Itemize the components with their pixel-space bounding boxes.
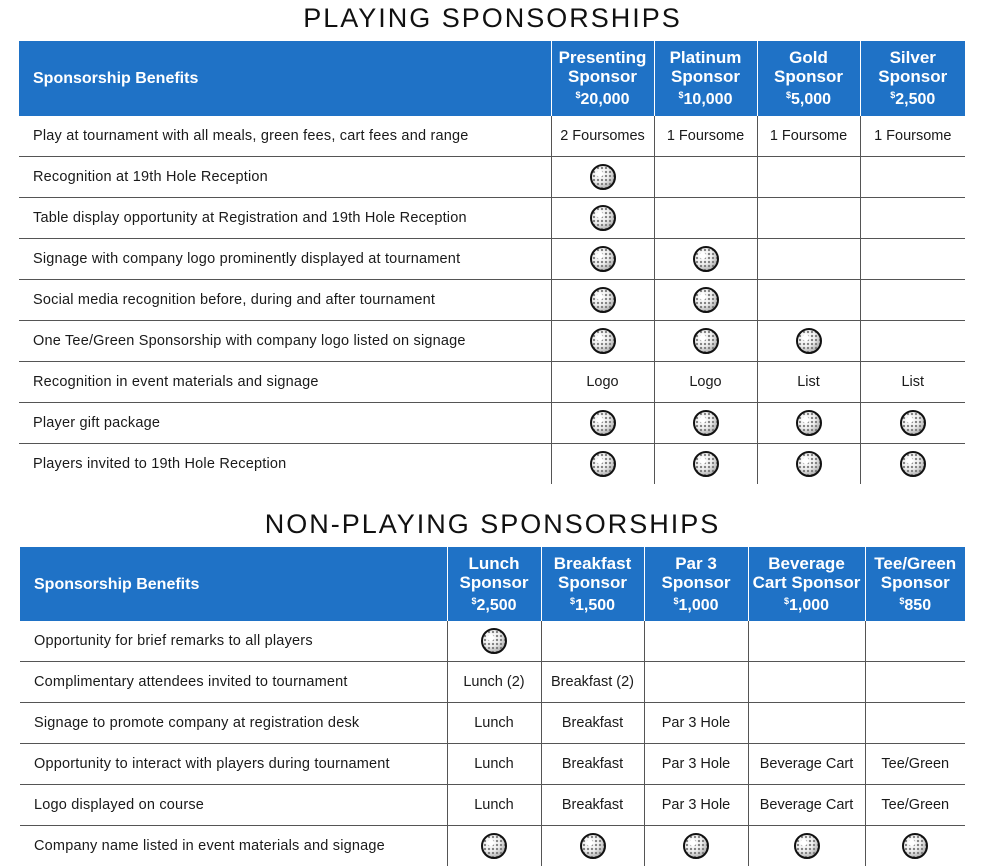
benefit-label: Opportunity to interact with players during tournament <box>20 744 447 785</box>
benefit-cell <box>757 280 860 321</box>
benefit-cell <box>757 321 860 362</box>
golf-ball-icon <box>693 246 719 272</box>
tier-name-line1: Presenting <box>552 48 654 67</box>
benefit-cell <box>447 703 541 744</box>
table-row <box>19 444 965 485</box>
benefit-cell <box>551 403 654 444</box>
benefit-cell <box>654 362 757 403</box>
table-row <box>20 785 965 826</box>
benefit-cell <box>860 321 965 362</box>
benefit-cell <box>748 785 865 826</box>
tier-price <box>552 86 654 109</box>
tier-header-2 <box>644 547 748 621</box>
cell-text: List <box>797 374 820 390</box>
golf-ball-icon <box>794 833 820 859</box>
price-amount: 1,000 <box>789 597 829 614</box>
benefit-cell <box>748 703 865 744</box>
currency-symbol: $ <box>899 596 904 606</box>
tier-name-line1: Tee/Green <box>866 554 966 573</box>
benefit-cell <box>757 239 860 280</box>
tier-name-line2: Sponsor <box>542 573 644 592</box>
tier-name-line1: Beverage <box>749 554 865 573</box>
golf-ball-icon <box>693 451 719 477</box>
benefit-label: Play at tournament with all meals, green fees, cart fees and range <box>19 116 551 157</box>
benefit-cell <box>865 826 965 866</box>
cell-text: 1 Foursome <box>667 128 744 144</box>
benefit-cell <box>447 744 541 785</box>
golf-ball-icon <box>590 246 616 272</box>
benefit-cell <box>551 157 654 198</box>
benefit-label: Signage to promote company at registration desk <box>20 703 447 744</box>
cell-text: Lunch (2) <box>463 674 524 690</box>
golf-ball-icon <box>590 451 616 477</box>
golf-ball-icon <box>590 287 616 313</box>
price-amount: 10,000 <box>684 91 733 108</box>
benefit-cell <box>654 444 757 485</box>
benefit-label: One Tee/Green Sponsorship with company logo listed on signage <box>19 321 551 362</box>
benefit-cell <box>551 198 654 239</box>
benefit-label: Recognition in event materials and signage <box>19 362 551 403</box>
non-playing-title: NON-PLAYING SPONSORSHIPS <box>0 509 985 540</box>
cell-text: Tee/Green <box>881 756 949 772</box>
golf-ball-icon <box>590 205 616 231</box>
playing-header-row <box>19 41 965 116</box>
benefit-label: Table display opportunity at Registration and 19th Hole Reception <box>19 198 551 239</box>
price-amount: 20,000 <box>581 91 630 108</box>
benefit-cell <box>860 116 965 157</box>
non-playing-header-row <box>20 547 965 621</box>
benefit-cell <box>860 198 965 239</box>
currency-symbol: $ <box>784 596 789 606</box>
cell-text: 1 Foursome <box>874 128 951 144</box>
price-amount: 5,000 <box>791 91 831 108</box>
table-row <box>20 662 965 703</box>
cell-text: List <box>901 374 924 390</box>
currency-symbol: $ <box>679 90 684 100</box>
golf-ball-icon <box>693 287 719 313</box>
golf-ball-icon <box>590 328 616 354</box>
non-playing-sponsorships-table <box>20 547 965 866</box>
benefit-cell <box>644 744 748 785</box>
benefit-cell <box>865 744 965 785</box>
tier-name-line1: Gold <box>758 48 860 67</box>
benefit-cell <box>865 785 965 826</box>
benefit-cell <box>541 703 644 744</box>
golf-ball-icon <box>590 164 616 190</box>
benefit-cell <box>748 662 865 703</box>
playing-sponsorships-table <box>19 41 965 484</box>
tier-name-line2: Sponsor <box>552 67 654 86</box>
benefit-label: Company name listed in event materials and signage <box>20 826 447 866</box>
benefit-cell <box>860 280 965 321</box>
golf-ball-icon <box>796 451 822 477</box>
tier-price <box>448 592 541 615</box>
benefit-cell <box>860 403 965 444</box>
table-row <box>19 362 965 403</box>
cell-text: Lunch <box>474 756 514 772</box>
cell-text: Par 3 Hole <box>662 715 731 731</box>
golf-ball-icon <box>796 328 822 354</box>
tier-name-line2: Sponsor <box>645 573 748 592</box>
benefit-label: Logo displayed on course <box>20 785 447 826</box>
benefit-cell <box>551 280 654 321</box>
golf-ball-icon <box>902 833 928 859</box>
cell-text: 1 Foursome <box>770 128 847 144</box>
golf-ball-icon <box>683 833 709 859</box>
cell-text: Breakfast <box>562 797 623 813</box>
golf-ball-icon <box>481 628 507 654</box>
benefit-cell <box>541 785 644 826</box>
tier-name-line1: Par 3 <box>645 554 748 573</box>
cell-text: Logo <box>689 374 721 390</box>
benefit-cell <box>757 362 860 403</box>
table-row <box>20 703 965 744</box>
cell-text: 2 Foursomes <box>560 128 645 144</box>
benefit-cell <box>644 785 748 826</box>
benefit-cell <box>860 444 965 485</box>
tier-header-0 <box>551 41 654 116</box>
benefit-cell <box>541 826 644 866</box>
tier-price <box>542 592 644 615</box>
benefit-cell <box>644 826 748 866</box>
tier-name-line2: Sponsor <box>861 67 966 86</box>
price-amount: 2,500 <box>476 597 516 614</box>
cell-text: Breakfast <box>562 756 623 772</box>
benefit-cell <box>748 621 865 662</box>
golf-ball-icon <box>796 410 822 436</box>
benefit-cell <box>644 662 748 703</box>
benefit-cell <box>447 662 541 703</box>
benefit-cell <box>865 703 965 744</box>
cell-text: Par 3 Hole <box>662 756 731 772</box>
tier-name-line1: Platinum <box>655 48 757 67</box>
tier-name-line1: Silver <box>861 48 966 67</box>
benefit-cell <box>541 662 644 703</box>
benefit-cell <box>551 362 654 403</box>
benefit-label: Player gift package <box>19 403 551 444</box>
tier-header-3 <box>860 41 965 116</box>
tier-name-line2: Sponsor <box>758 67 860 86</box>
benefit-cell <box>644 703 748 744</box>
benefit-label: Social media recognition before, during and after tournament <box>19 280 551 321</box>
benefit-cell <box>654 280 757 321</box>
price-amount: 1,500 <box>575 597 615 614</box>
benefit-cell <box>860 157 965 198</box>
benefit-cell <box>748 826 865 866</box>
currency-symbol: $ <box>576 90 581 100</box>
cell-text: Lunch <box>474 797 514 813</box>
benefit-cell <box>748 744 865 785</box>
benefit-cell <box>757 157 860 198</box>
golf-ball-icon <box>580 833 606 859</box>
tier-header-4 <box>865 547 965 621</box>
golf-ball-icon <box>481 833 507 859</box>
benefit-cell <box>541 621 644 662</box>
currency-symbol: $ <box>471 596 476 606</box>
currency-symbol: $ <box>890 90 895 100</box>
benefit-cell <box>865 662 965 703</box>
tier-name-line2: Sponsor <box>655 67 757 86</box>
benefit-cell <box>447 826 541 866</box>
golf-ball-icon <box>900 451 926 477</box>
tier-header-0 <box>447 547 541 621</box>
cell-text: Tee/Green <box>881 797 949 813</box>
benefit-cell <box>860 362 965 403</box>
tier-header-1 <box>654 41 757 116</box>
tier-name-line2: Sponsor <box>866 573 966 592</box>
tier-price <box>758 86 860 109</box>
cell-text: Beverage Cart <box>760 756 854 772</box>
benefit-cell <box>447 785 541 826</box>
benefit-cell <box>654 157 757 198</box>
tier-header-2 <box>757 41 860 116</box>
benefit-cell <box>654 239 757 280</box>
benefit-cell <box>654 116 757 157</box>
golf-ball-icon <box>693 410 719 436</box>
benefit-label: Signage with company logo prominently displayed at tournament <box>19 239 551 280</box>
playing-title: PLAYING SPONSORSHIPS <box>0 3 985 34</box>
benefit-label: Players invited to 19th Hole Reception <box>19 444 551 485</box>
price-amount: 1,000 <box>678 597 718 614</box>
benefit-label: Opportunity for brief remarks to all players <box>20 621 447 662</box>
cell-text: Breakfast (2) <box>551 674 634 690</box>
golf-ball-icon <box>590 410 616 436</box>
price-amount: 850 <box>904 597 931 614</box>
benefit-cell <box>644 621 748 662</box>
benefit-cell <box>551 321 654 362</box>
table-row <box>19 280 965 321</box>
price-amount: 2,500 <box>895 91 935 108</box>
cell-text: Breakfast <box>562 715 623 731</box>
cell-text: Beverage Cart <box>760 797 854 813</box>
tier-header-1 <box>541 547 644 621</box>
cell-text: Par 3 Hole <box>662 797 731 813</box>
benefit-label: Complimentary attendees invited to tournament <box>20 662 447 703</box>
tier-price <box>866 592 966 615</box>
table-row <box>20 744 965 785</box>
tier-price <box>861 86 966 109</box>
benefit-cell <box>654 403 757 444</box>
table-row <box>19 116 965 157</box>
benefit-cell <box>757 444 860 485</box>
cell-text: Logo <box>586 374 618 390</box>
table-row <box>19 403 965 444</box>
golf-ball-icon <box>693 328 719 354</box>
golf-ball-icon <box>900 410 926 436</box>
benefit-cell <box>541 744 644 785</box>
benefit-cell <box>757 198 860 239</box>
benefit-cell <box>447 621 541 662</box>
table-row <box>19 198 965 239</box>
benefit-cell <box>654 198 757 239</box>
tier-price <box>645 592 748 615</box>
tier-name-line1: Breakfast <box>542 554 644 573</box>
benefit-cell <box>654 321 757 362</box>
tier-price <box>655 86 757 109</box>
benefit-cell <box>757 403 860 444</box>
benefit-cell <box>551 239 654 280</box>
tier-name-line2: Sponsor <box>448 573 541 592</box>
tier-name-line1: Lunch <box>448 554 541 573</box>
benefit-label: Recognition at 19th Hole Reception <box>19 157 551 198</box>
cell-text: Lunch <box>474 715 514 731</box>
benefit-cell <box>551 116 654 157</box>
benefits-column-header: Sponsorship Benefits <box>19 41 551 116</box>
benefit-cell <box>865 621 965 662</box>
table-row <box>20 621 965 662</box>
tier-header-3 <box>748 547 865 621</box>
benefit-cell <box>860 239 965 280</box>
currency-symbol: $ <box>673 596 678 606</box>
table-row <box>19 157 965 198</box>
tier-name-line2: Cart Sponsor <box>749 573 865 592</box>
currency-symbol: $ <box>786 90 791 100</box>
tier-price <box>749 592 865 615</box>
benefit-cell <box>551 444 654 485</box>
table-row <box>19 239 965 280</box>
benefits-column-header: Sponsorship Benefits <box>20 547 447 621</box>
table-row <box>19 321 965 362</box>
benefit-cell <box>757 116 860 157</box>
currency-symbol: $ <box>570 596 575 606</box>
table-row <box>20 826 965 866</box>
